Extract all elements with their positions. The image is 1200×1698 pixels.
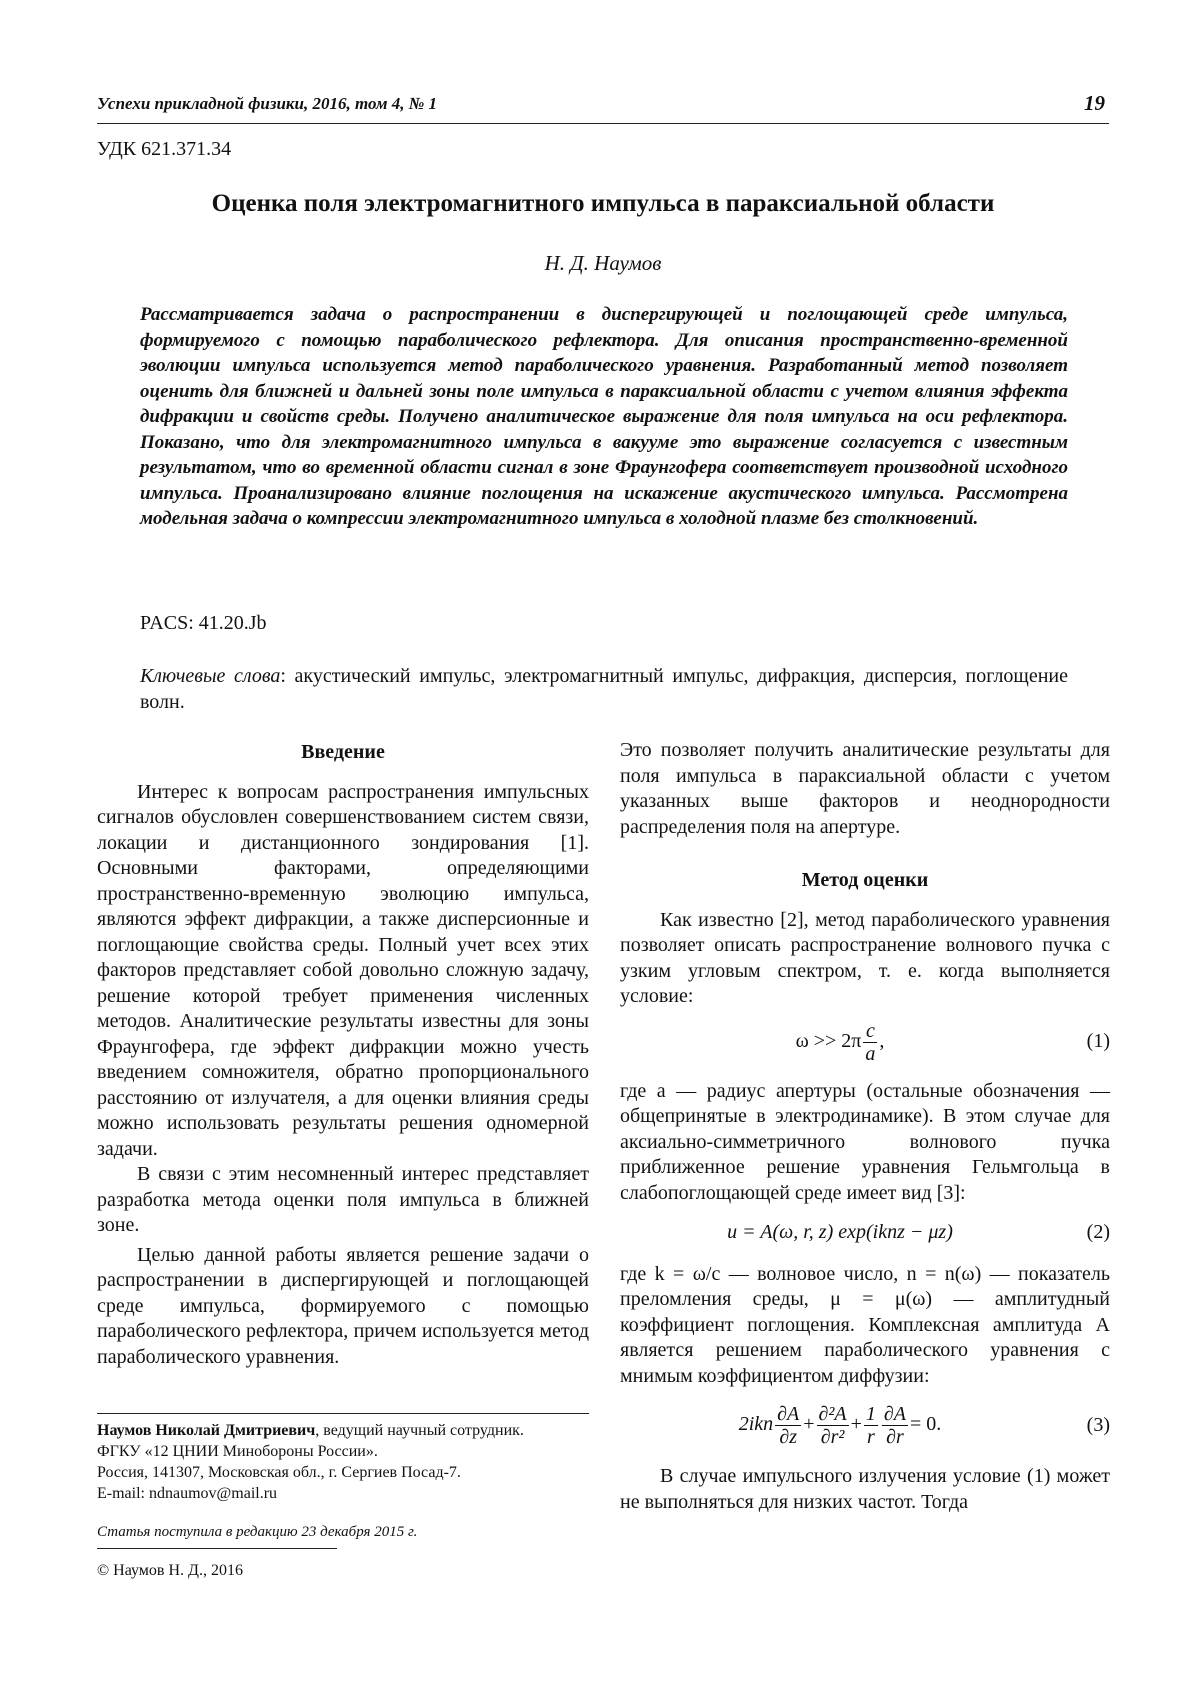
section-heading-method: Метод оценки [801, 869, 929, 891]
eq3-plus-2: + [850, 1413, 862, 1436]
footnote-author-name: Наумов Николай Дмитриевич [97, 1422, 316, 1439]
eq3-f4-den: ∂r [886, 1426, 904, 1448]
copyright: © Наумов Н. Д., 2016 [97, 1562, 243, 1579]
equation-1 [620, 1020, 1110, 1065]
footnote-address: Россия, 141307, Московская обл., г. Сергиев Посад-7. [97, 1464, 461, 1481]
received-date: Статья поступила в редакцию 23 декабря 2015 г. [97, 1524, 418, 1540]
eq1-tail: , [879, 1029, 885, 1052]
keywords-label: Ключевые слова [140, 665, 281, 687]
pacs-code: PACS: 41.20.Jb [140, 612, 267, 634]
keywords [140, 663, 1068, 715]
eq3-f2-den: ∂r² [820, 1426, 845, 1448]
equation-3-number: (3) [1086, 1413, 1110, 1436]
section-heading-intro: Введение [301, 741, 385, 763]
footnote-author-line [97, 1420, 589, 1441]
footnote-email: E-mail: ndnaumov@mail.ru [97, 1485, 278, 1502]
received-rule [97, 1548, 337, 1549]
eq3-f1-den: ∂z [779, 1426, 798, 1448]
eq1-lhs: ω >> 2π [795, 1029, 862, 1052]
intro-paragraph-1: Интерес к вопросам распространения импульсных сигналов обусловлен совершенствованием систем связи, локации и дистанционного зондирования [1]. Основными факторами, определяющими пространственно-временную эволюцию импульса, являются эффект дифракции, а также дисперсионные и поглощающие свойства среды. Полный учет всех этих факторов представляет собой довольно сложную задачу, решение которой требует применения численных методов. Аналитические результаты известны для зоны Фраунгофера, где эффект дифракции можно учесть введением сомножителя, обратно пропорционального расстоянию от излучателя, а для оценки влияния среды можно использовать результаты решения одномерной задачи. [97, 780, 589, 1160]
keywords-text: : акустический импульс, электромагнитный импульс, дифракция, дисперсия, поглощение волн. [140, 665, 1068, 713]
equation-2-formula: u = A(ω, r, z) exp(iknz − μz) [727, 1221, 953, 1243]
eq3-f2-num: ∂²A [818, 1403, 847, 1425]
continued-paragraph: Это позволяет получить аналитические результаты для поля импульса в параксиальной области с учетом указанных выше факторов и неоднородности распределения поля на апертуре. [620, 739, 1110, 838]
method-paragraph-2: где a — радиус апертуры (остальные обозначения — общепринятые в электродинамике). В этом случае для аксиально-симметричного волнового пучка приближенное решение уравнения Гельмгольца в слабопоглощающей среде имеет вид [3]: [620, 1079, 1110, 1204]
method-paragraph-1: Как известно [2], метод параболического уравнения позволяет описать распространение волнового пучка с узким угловым спектром, т. е. когда выполняется условие: [620, 908, 1110, 1007]
paper-title: Оценка поля электромагнитного импульса в параксиальной области [211, 190, 995, 217]
journal-citation: Успехи прикладной физики, 2016, том 4, № 1 [97, 94, 438, 113]
eq3-f3-den: r [867, 1426, 875, 1448]
intro-paragraph-3: Целью данной работы является решение задачи о распространении в диспергирующей и поглощающей среде импульса, формируемого с помощью параболического рефлектора, причем используется метод параболического уравнения. [97, 1243, 589, 1368]
equation-1-formula [620, 1020, 1060, 1065]
page-number: 19 [1084, 91, 1105, 115]
udk-code: УДК 621.371.34 [97, 138, 232, 160]
eq3-f4-num: ∂A [883, 1403, 907, 1425]
right-column [620, 738, 1110, 1515]
equation-2 [620, 1220, 1110, 1246]
equation-3 [620, 1403, 1110, 1448]
eq3-fraction-2 [817, 1403, 849, 1448]
eq3-fraction-3 [864, 1403, 878, 1448]
eq3-f3-num: 1 [865, 1403, 876, 1425]
equation-2-number: (2) [1086, 1221, 1110, 1243]
eq1-fraction [863, 1020, 877, 1065]
eq3-f1-num: ∂A [777, 1403, 800, 1425]
eq1-numerator: c [863, 1020, 877, 1043]
eq3-plus-1: + [803, 1413, 815, 1436]
method-paragraph-3: где k = ω/c — волновое число, n = n(ω) — показатель преломления среды, μ = μ(ω) — амплитудный коэффициент поглощения. Комплексная амплитуда A является решением параболического уравнения с мнимым коэффициентом диффузии: [620, 1262, 1110, 1387]
eq3-prefix: 2ikn [738, 1413, 774, 1436]
eq1-denominator: a [865, 1042, 876, 1065]
equation-3-formula [620, 1403, 1060, 1448]
eq3-tail: = 0. [910, 1413, 942, 1436]
author-name: Н. Д. Наумов [544, 251, 662, 275]
author-footnote [97, 1420, 589, 1504]
left-column [97, 740, 589, 1370]
footnote-rule [97, 1413, 589, 1414]
intro-paragraph-2: В связи с этим несомненный интерес представляет разработка метода оценки поля импульса в ближней зоне. [97, 1163, 589, 1236]
eq3-fraction-1 [775, 1403, 801, 1448]
running-head [97, 91, 1109, 124]
abstract: Рассматривается задача о распространении в диспергирующей и поглощающей среде импульса, формируемого с помощью параболического рефлектора. Для описания пространственно-временной эволюции импульса используется метод параболического уравнения. Разработанный метод позволяет оценить для ближней и дальней зоны поле импульса в параксиальной области с учетом влияния эффекта дифракции и свойств среды. Получено аналитическое выражение для поля импульса на оси рефлектора. Показано, что для электромагнитного импульса в вакууме это выражение согласуется с известным результатом, что во временной области сигнал в зоне Фраунгофера соответствует производной исходного импульса. Проанализировано влияние поглощения на искажение акустического импульса. Рассмотрена модельная задача о компрессии электромагнитного импульса в холодной плазме без столкновений. [140, 304, 1068, 529]
method-paragraph-4: В случае импульсного излучения условие (1) может не выполняться для низких частот. Тогда [620, 1465, 1110, 1513]
eq3-fraction-4 [882, 1403, 908, 1448]
footnote-org: ФГКУ «12 ЦНИИ Минобороны России». [97, 1443, 378, 1460]
footnote-author-role: , ведущий научный сотрудник. [315, 1422, 524, 1439]
equation-1-number: (1) [1086, 1030, 1110, 1053]
